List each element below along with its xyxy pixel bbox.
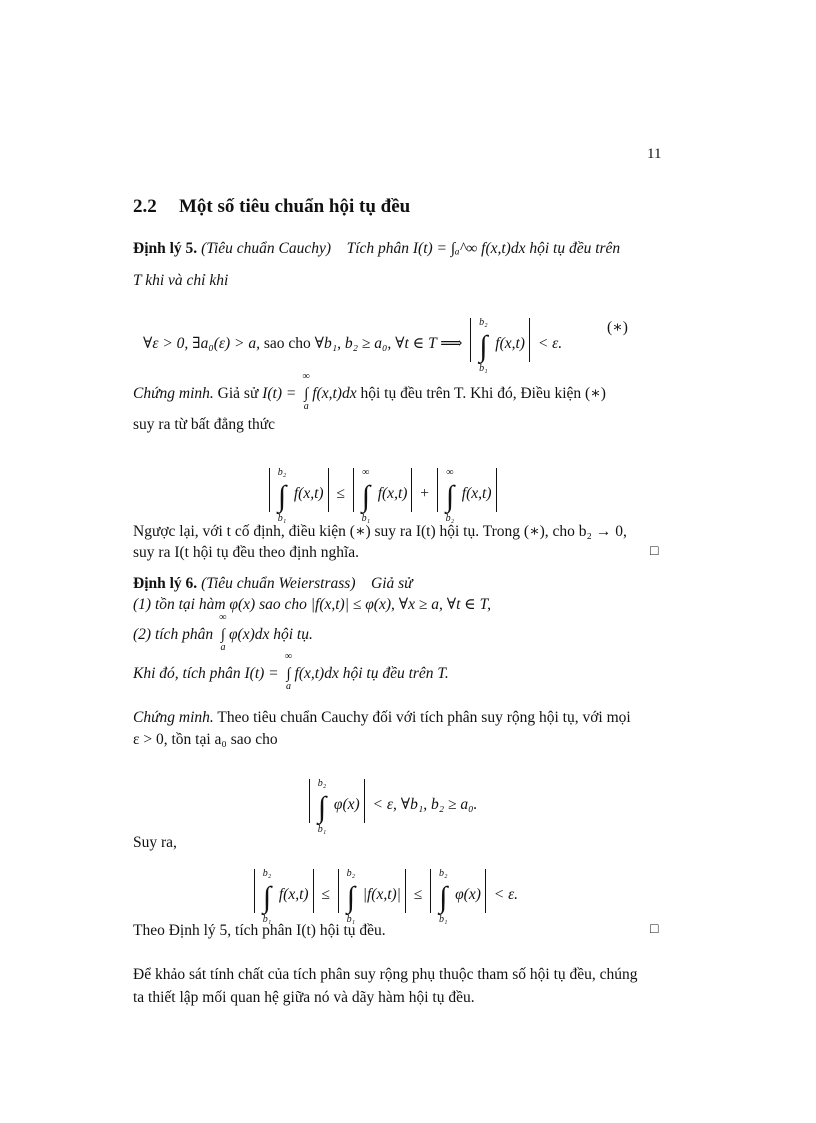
proof6-chain: b₂ ∫ b₁ f(x,t) ≤ b₂ ∫ b₁ |f(x,t)| ≤ b₂ ∫ b₁ φ(x) < ε. [250,869,518,913]
qed-symbol: □ [650,544,659,559]
integral-sign: b₂ ∫ b₁ [479,317,488,374]
closing-line2: ta thiết lập mối quan hệ giữa nó và dãy hàm hội tụ đều. [133,989,475,1006]
condition-tag: (∗) [607,319,628,336]
condition-tail: < ε. [537,335,563,352]
abs-bar-left [470,318,471,362]
theorem5-formula: I(t) = ∫ₐ^∞ f(x,t)dx [412,240,526,257]
condition-mid: sao cho [263,335,311,352]
theorem5-line2: T khi và chỉ khi [133,272,229,289]
proof5-label: Chứng minh. [133,385,214,402]
theorem6-conclusion: Khi đó, tích phân I(t) = ∞ ∫ a f(x,t)dx hội tụ đều trên T. [133,651,449,692]
proof6-display: b₂ ∫ b₁ φ(x) < ε, ∀b₁, b₂ ≥ a₀. [305,779,477,823]
proof5-converse-2: suy ra I(t hội tụ đều theo định nghĩa. [133,544,359,561]
theorem6-item1: (1) tồn tại hàm φ(x) sao cho |f(x,t)| ≤ φ(x), ∀x ≥ a, ∀t ∈ T, [133,596,491,613]
proof6-final: Theo Định lý 5, tích phân I(t) hội tụ đều. [133,922,386,939]
proof5-line2: suy ra từ bất đẳng thức [133,416,276,433]
theorem6-name: (Tiêu chuẩn Weierstrass) [201,575,356,592]
theorem5-condition: ∀ε > 0, ∃a₀(ε) > a, sao cho ∀b₁, b₂ ≥ a₀, ∀t ∈ T ⟹ b₂ ∫ b₁ f(x,t) < ε. [143,317,563,374]
integral-sign: ∞ ∫ a [302,371,310,412]
theorem5-line1 [133,239,620,259]
proof6-line2: ε > 0, tồn tại a₀ sao cho [133,731,278,748]
section-number: 2.2 [133,196,157,217]
theorem5-label: Định lý 5. [133,240,198,257]
proof6-suy-ra: Suy ra, [133,834,177,851]
condition-left: ∀ε > 0, ∃a₀(ε) > a, [143,335,260,352]
qed-symbol: □ [650,922,659,937]
proof5-inequality: b₂ ∫ b₁ f(x,t) ≤ ∞ ∫ b₁ f(x,t) + ∞ ∫ b₂ f(x,t) [265,468,501,512]
proof6-line1: Chứng minh. Theo tiêu chuẩn Cauchy đối với tích phân suy rộng hội tụ, với mọi [133,709,631,726]
abs-bar-right [529,318,530,362]
theorem5-text-a: Tích phân [346,240,410,257]
theorem5-name: (Tiêu chuẩn Cauchy) [201,240,332,257]
condition-right: ∀b₁, b₂ ≥ a₀, ∀t ∈ T ⟹ [314,335,463,352]
proof5-line1: Chứng minh. Giả sử I(t) = ∞ ∫ a f(x,t)dx hội tụ đều trên T. Khi đó, Điều kiện (∗) [133,371,606,412]
closing-line1: Để khảo sát tính chất của tích phân suy rộng phụ thuộc tham số hội tụ đều, chúng [133,966,638,983]
section-heading [133,196,410,218]
section-title: Một số tiêu chuẩn hội tụ đều [179,196,411,217]
theorem5-text-b: hội tụ đều trên [529,240,621,257]
theorem6-line1: Định lý 6. (Tiêu chuẩn Weierstrass) Giả sử [133,575,413,592]
proof5-converse-1: Ngược lại, với t cố định, điều kiện (∗) suy ra I(t) hội tụ. Trong (∗), cho b₂ → 0, [133,523,627,540]
theorem6-label: Định lý 6. [133,575,198,592]
theorem6-item2: (2) tích phân ∞ ∫ a φ(x)dx hội tụ. [133,612,313,653]
page-number: 11 [647,146,662,162]
